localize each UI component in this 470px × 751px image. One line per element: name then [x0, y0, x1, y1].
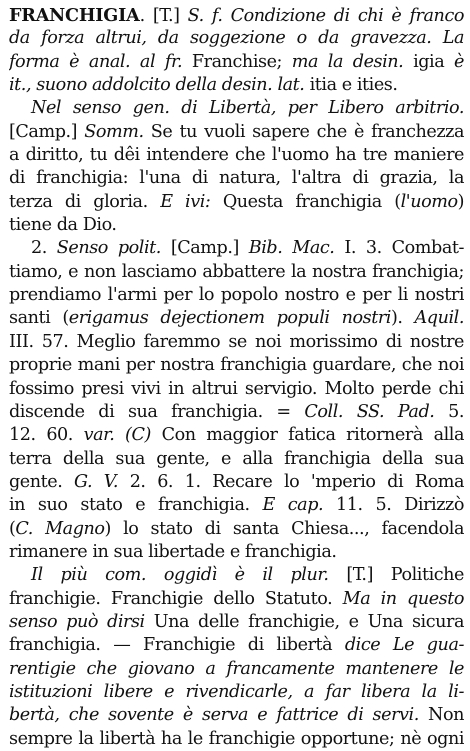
italic-span: Bib. Mac. — [248, 238, 345, 259]
text-span: Franchise; — [191, 51, 292, 72]
text-span: ) — [457, 191, 464, 212]
italic-span: senso può dirsi — [9, 611, 154, 632]
text-span: Se tu vuoli sapere che è franchezza — [150, 121, 464, 142]
text-line — [9, 611, 464, 634]
text-line — [9, 307, 464, 330]
text-span: tiamo, e non lasciamo abbattere la nostra franchigia; — [9, 261, 464, 282]
italic-span: Ma in questo — [342, 588, 464, 609]
text-line — [9, 27, 464, 50]
italic-span: istituzioni libere e rivendicarle, a far libera la li- — [9, 681, 464, 702]
italic-span: Nel senso gen. di Libertà, per Libero arbitrio. — [31, 98, 464, 119]
text-span: gente. — [9, 471, 74, 492]
text-line — [9, 331, 464, 354]
italic-span: erigamus dejectionem populi nostri — [68, 308, 391, 329]
dictionary-entry-franchigia — [9, 4, 464, 751]
text-span: Questa franchigia ( — [222, 191, 401, 212]
text-span: ). — [390, 308, 415, 329]
italic-span: rentigie che giovano a francamente mantenere le — [9, 658, 464, 679]
text-span: a diritto, tu dêi intendere che l'uomo ha tre maniere — [9, 145, 464, 166]
text-span: Una delle franchigie, e Una sicura — [153, 611, 464, 632]
italic-span: Somm. — [84, 121, 151, 142]
text-span: 5. — [448, 401, 464, 422]
italic-span: è — [454, 51, 464, 72]
text-line — [9, 121, 464, 144]
text-span: terra della sua gente, e alla franchigia della sua — [9, 448, 464, 469]
text-span: ) lo stato di santa Chiesa..., facendola — [104, 518, 464, 539]
text-line — [9, 448, 464, 471]
text-span: 11. 5. Dirizzò — [336, 495, 464, 516]
text-line — [9, 728, 464, 751]
text-span: III. 57. Meglio faremmo se noi morissimo di nostre — [9, 331, 464, 352]
text-line — [9, 354, 464, 377]
text-line — [9, 51, 464, 74]
text-span: 12. 60. — [9, 425, 84, 446]
text-line — [9, 658, 464, 681]
text-span: santi ( — [9, 308, 69, 329]
text-span: in suo stato e franchigia. — [9, 495, 263, 516]
italic-span: C. Magno — [15, 518, 105, 539]
italic-span: Aquil. — [414, 308, 464, 329]
text-line — [9, 167, 464, 190]
text-line — [9, 541, 464, 564]
italic-span: Coll. SS. Pad. — [304, 401, 449, 422]
text-span: itia e ities. — [309, 75, 398, 96]
text-span: [T.] Politiche — [346, 565, 464, 586]
italic-span: G. V. — [74, 471, 130, 492]
text-line — [9, 424, 464, 447]
text-line — [9, 634, 464, 657]
text-line — [9, 704, 464, 727]
text-span: 2. 6. 1. Recare lo 'mperio di Roma — [129, 471, 464, 492]
italic-span: var. (C) — [83, 425, 162, 446]
text-line — [9, 284, 464, 307]
text-span: fossimo presi vivi in altrui servigio. Molto perde chi — [9, 378, 464, 399]
text-span: franchigia. — Franchigie di libertà — [9, 635, 345, 656]
italic-span: bertà, che sovente è serva e fattrice di servi. — [9, 705, 429, 726]
text-span: Con maggior fatica ritornerà alla — [161, 425, 464, 446]
text-span: terza di gloria. — [9, 191, 161, 212]
text-line — [9, 564, 464, 587]
text-span: tiene da Dio. — [9, 215, 117, 236]
text-span: sempre la libertà ha le franchigie opportune; nè ogni — [9, 728, 464, 749]
text-line — [9, 4, 464, 27]
text-line — [9, 191, 464, 214]
text-line — [9, 261, 464, 284]
text-line — [9, 97, 464, 120]
text-span: franchigie. Franchigie dello Statuto. — [9, 588, 343, 609]
text-span: prendiamo l'armi per lo popolo nostro e per li nostri — [9, 285, 464, 306]
text-line — [9, 471, 464, 494]
italic-span: E ivi: — [160, 191, 223, 212]
text-span: 2. — [31, 238, 57, 259]
text-line — [9, 401, 464, 424]
text-line — [9, 378, 464, 401]
text-line — [9, 494, 464, 517]
text-line — [9, 588, 464, 611]
text-span: proprie mani per nostra franchigia guardare, che noi — [9, 355, 464, 376]
italic-span: it., suono addolcito della desin. lat. — [9, 75, 310, 96]
italic-span: S. f. Condizione di chi è franco — [187, 6, 464, 26]
text-span: [Camp.] — [170, 238, 249, 259]
text-span: discende di sua franchigia. = — [9, 401, 305, 422]
italic-span: dice Le gua- — [344, 635, 464, 656]
text-line — [9, 74, 464, 97]
text-line — [9, 681, 464, 704]
text-span: igia — [413, 51, 455, 72]
text-line — [9, 214, 464, 237]
text-span: rimanere in sua libertade e franchigia. — [9, 541, 337, 562]
italic-span: forma è anal. al fr. — [9, 51, 192, 72]
headword: FRANCHIGIA — [9, 5, 140, 26]
text-span: Non — [428, 705, 464, 726]
text-span: I. 3. Combat- — [344, 238, 464, 259]
text-line — [9, 144, 464, 167]
italic-span: Senso polit. — [56, 238, 171, 259]
text-line — [9, 518, 464, 541]
italic-span: ma la desin. — [291, 51, 414, 72]
text-span: di franchigia: l'una di natura, l'altra di grazia, la — [9, 168, 464, 189]
italic-span: da forza altrui, da soggezione o da gravezza. La — [9, 28, 464, 49]
italic-span: Il più com. oggidì è il plur. — [31, 565, 347, 586]
text-span: ( — [9, 518, 16, 539]
italic-span: E cap. — [262, 495, 337, 516]
text-span: [Camp.] — [9, 121, 85, 142]
text-line — [9, 237, 464, 260]
text-span: . [T.] — [139, 6, 188, 26]
italic-span: l'uomo — [400, 191, 458, 212]
